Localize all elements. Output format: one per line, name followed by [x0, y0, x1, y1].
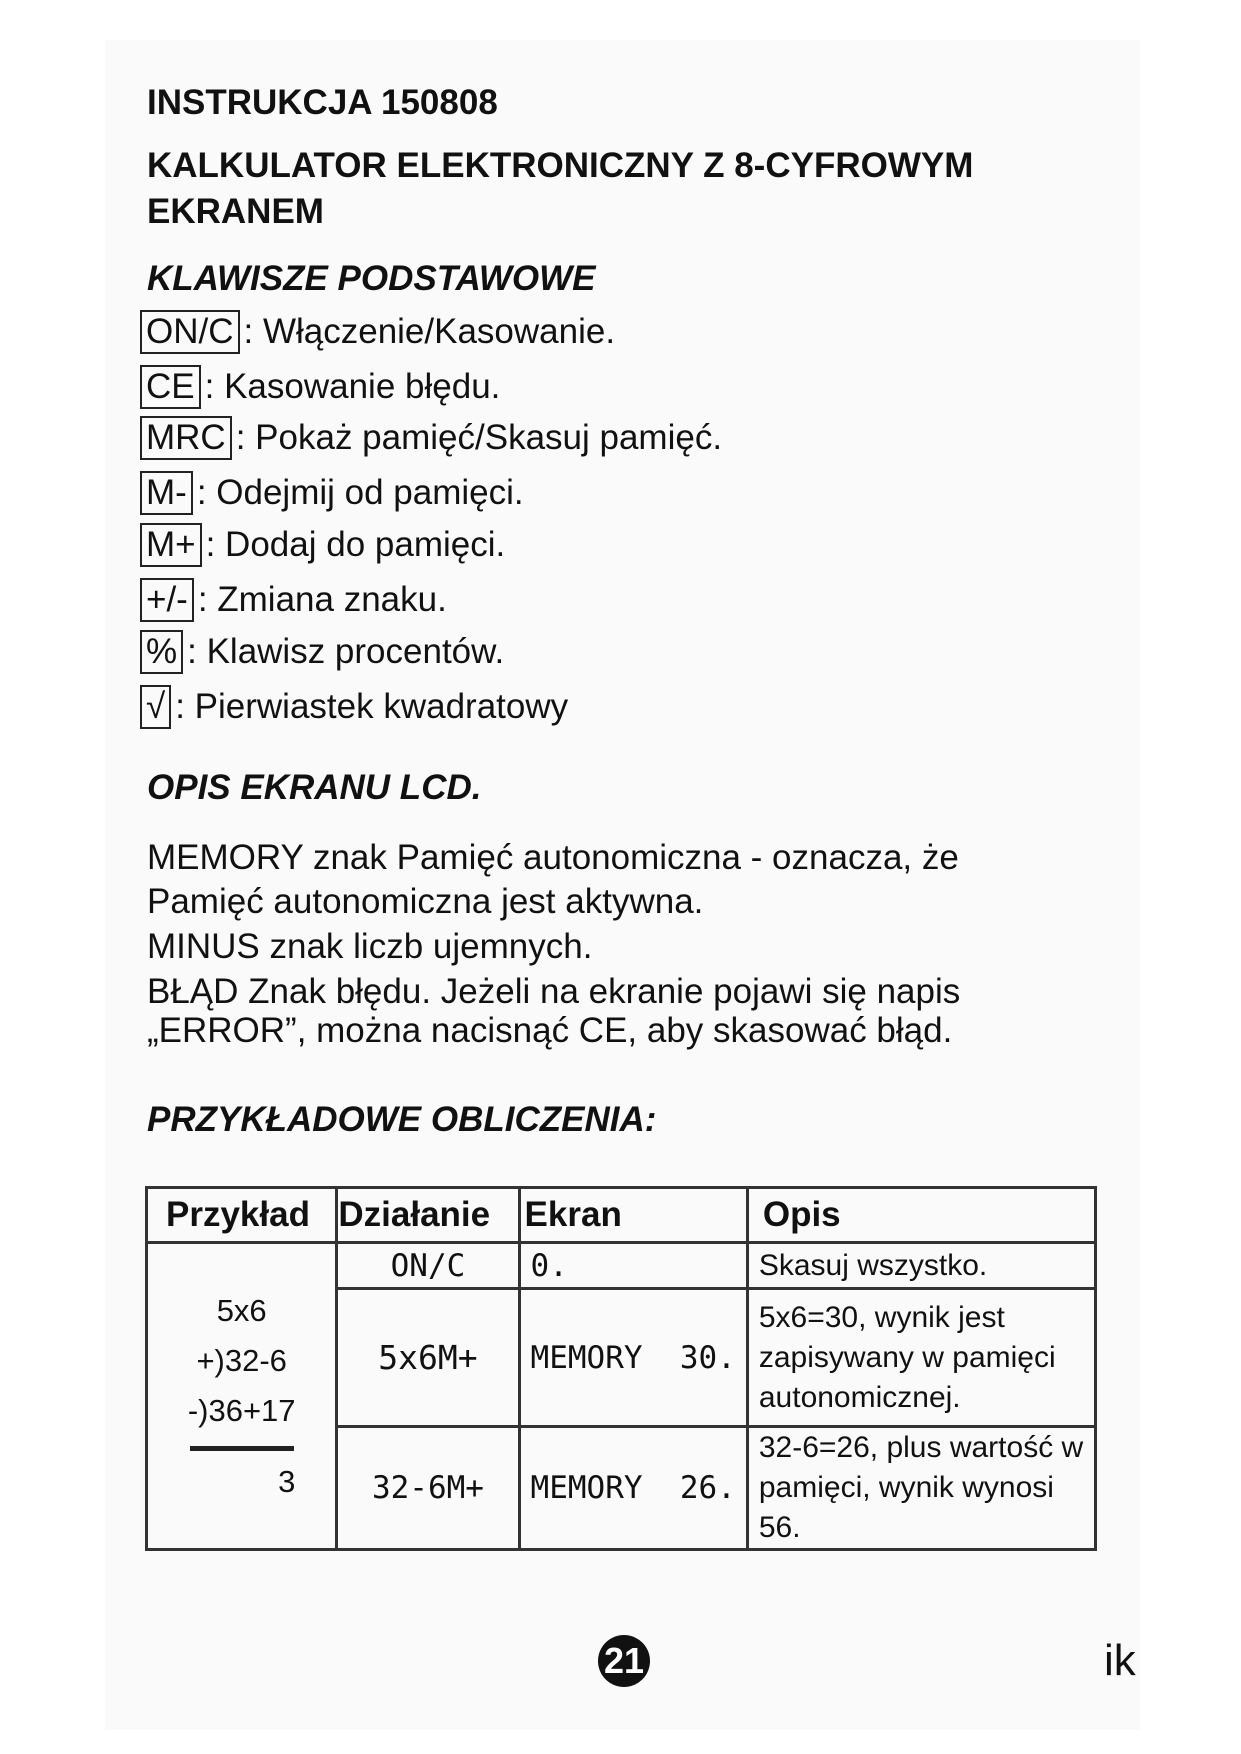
example-line-2: +)32-6 — [196, 1342, 287, 1378]
description-line: pamięci, wynik wynosi 56. — [758, 1471, 1054, 1544]
operation-cell: 32-6M+ — [337, 1427, 519, 1550]
lcd-line: MINUS znak liczb ujemnych. — [147, 927, 593, 966]
key-desc: : Pierwiastek kwadratowy — [175, 687, 569, 726]
example-line-1: 5x6 — [216, 1292, 267, 1328]
key-box-percent: % — [140, 630, 183, 674]
lcd-line: Pamięć autonomiczna jest aktywna. — [147, 882, 704, 921]
doc-subtitle-line2: EKRANEM — [147, 192, 324, 231]
lcd-line: MEMORY znak Pamięć autonomiczna - oznacza, że — [147, 838, 959, 877]
key-box-mrc: MRC — [140, 416, 232, 460]
example-cell — [147, 1243, 337, 1550]
lcd-heading: OPIS EKRANU LCD. — [147, 768, 482, 807]
key-desc: : Dodaj do pamięci. — [205, 525, 506, 564]
header-operation: Działanie — [337, 1188, 519, 1243]
key-row-ce — [140, 365, 500, 409]
screen-cell: 0. — [519, 1243, 747, 1289]
key-box-m-plus: M+ — [140, 523, 202, 567]
key-desc: : Kasowanie błędu. — [204, 367, 501, 406]
doc-subtitle-line1: KALKULATOR ELEKTRONICZNY Z 8-CYFROWYM — [147, 146, 974, 185]
doc-title: INSTRUKCJA 150808 — [147, 83, 498, 122]
examples-table — [145, 1186, 1097, 1551]
operation-cell: 5x6M+ — [337, 1289, 519, 1427]
key-box-onc: ON/C — [140, 310, 240, 354]
key-row-sqrt — [140, 685, 568, 729]
lcd-line: „ERROR”, można nacisnąć CE, aby skasować błąd. — [147, 1011, 953, 1050]
key-row-onc — [140, 310, 615, 354]
key-row-sign — [140, 578, 447, 622]
description-cell — [747, 1243, 1095, 1289]
key-row-m-minus — [140, 471, 524, 515]
header-screen: Ekran — [519, 1188, 747, 1243]
key-row-mrc — [140, 416, 722, 460]
table-header-row — [147, 1188, 1096, 1243]
key-desc: : Odejmij od pamięci. — [196, 473, 524, 512]
description-line: 5x6=30, wynik jest — [758, 1300, 1005, 1334]
page-number: 21 — [598, 1635, 650, 1687]
description-cell — [747, 1289, 1095, 1427]
table-row — [147, 1243, 1096, 1289]
key-desc: : Pokaż pamięć/Skasuj pamięć. — [235, 418, 723, 457]
key-desc: : Klawisz procentów. — [187, 632, 505, 671]
screen-cell: MEMORY 30. — [519, 1289, 747, 1427]
key-row-percent — [140, 630, 504, 674]
examples-heading: PRZYKŁADOWE OBLICZENIA: — [147, 1100, 657, 1139]
header-example: Przykład — [147, 1188, 337, 1243]
description-line: zapisywany w pamięci — [758, 1340, 1056, 1374]
description-line: 32-6=26, plus wartość w — [758, 1431, 1084, 1464]
example-line-3: -)36+17 — [187, 1392, 296, 1428]
screen-cell: MEMORY 26. — [519, 1427, 747, 1550]
key-box-ce: CE — [140, 365, 201, 409]
key-box-m-minus: M- — [140, 471, 193, 515]
key-row-m-plus — [140, 523, 505, 567]
lcd-line: BŁĄD Znak błędu. Jeżeli na ekranie pojawi się napis — [147, 972, 961, 1011]
key-desc: : Włączenie/Kasowanie. — [243, 312, 616, 351]
key-desc: : Zmiana znaku. — [197, 580, 447, 619]
description-line: autonomicznej. — [758, 1380, 961, 1414]
description-cell — [747, 1427, 1095, 1550]
header-description: Opis — [747, 1188, 1095, 1243]
key-box-sqrt: √ — [140, 685, 171, 729]
description-line: Skasuj wszystko. — [758, 1248, 988, 1282]
key-box-sign: +/- — [140, 578, 194, 622]
brand-mark: ik — [1104, 1636, 1136, 1685]
example-sum-line — [190, 1446, 294, 1451]
operation-cell: ON/C — [337, 1243, 519, 1289]
keys-heading: KLAWISZE PODSTAWOWE — [147, 259, 596, 298]
example-result: 3 — [278, 1463, 296, 1499]
